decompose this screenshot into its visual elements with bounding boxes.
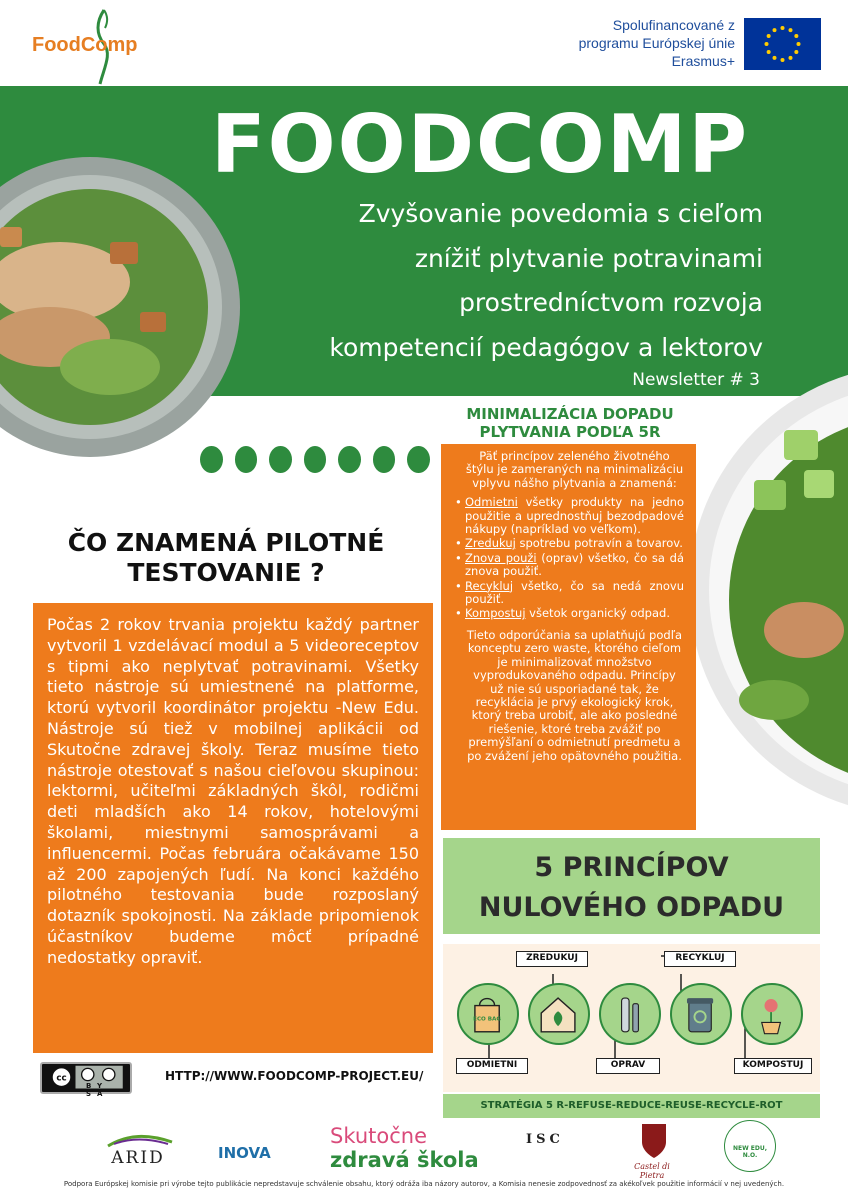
- cc-label: BY SA: [86, 1082, 109, 1098]
- eu-star-icon: [781, 26, 785, 30]
- dot: [407, 446, 430, 473]
- five-r-item-text: všetok organický odpad.: [525, 606, 670, 621]
- eco-bag-icon: [457, 983, 519, 1045]
- five-r-item-text: všetko, čo sa nedá znovu použiť.: [465, 578, 684, 607]
- five-r-heading: [430, 405, 710, 441]
- skutocne-line-1: Skutočne: [330, 1124, 428, 1148]
- main-title: FOODCOMP: [210, 98, 750, 191]
- five-r-outro: Tieto odporúčania sa uplatňujú podľa konceptu zero waste, ktorého cieľom je minimalizovať množstvo vyprodukovaného odpadu. Princípy už nie sú usporiadané tak, že recyklácia je prvý ekologický krok, ktorý treba urobiť, ale ako posledné riešenie, ktoré treba zvážiť po premýšľaní o odmietnutí predmetu a po zvážení jeho opätovného použitia.: [466, 627, 683, 763]
- new-edu-logo: NEW EDU, N.O.: [724, 1120, 776, 1172]
- dot: [338, 446, 361, 473]
- svg-text:ECO BAG: ECO BAG: [473, 1016, 502, 1023]
- decorative-dots: [200, 446, 430, 476]
- eu-star-icon: [794, 34, 798, 38]
- list-item: [465, 496, 684, 536]
- arid-logo-text: ARID: [111, 1148, 165, 1168]
- five-r-intro: Päť princípov zeleného životného štýlu je zameraných na minimalizáciu vplyvu nášho plytvania a znamená:: [465, 449, 684, 490]
- list-item: [465, 607, 684, 620]
- dot: [304, 446, 327, 473]
- zero-waste-title: [443, 848, 820, 928]
- erasmus-funding-text: [540, 16, 735, 70]
- subtitle-line-2: znížiť plytvanie potravinami: [414, 243, 763, 273]
- five-r-box: [441, 444, 696, 830]
- logo-text: FoodComp: [32, 34, 138, 56]
- eu-flag-icon: [744, 18, 821, 70]
- eu-star-icon: [789, 56, 793, 60]
- skutocne-zdrava-skola-logo: [330, 1124, 490, 1172]
- zero-waste-title-line-2: NULOVÉHO ODPADU: [478, 892, 785, 923]
- eu-star-icon: [789, 28, 793, 32]
- five-r-item-text: spotrebu potravín a tovarov.: [515, 536, 683, 551]
- five-r-keyword: Znova použi: [465, 550, 537, 565]
- svg-text:cc: cc: [56, 1073, 67, 1084]
- eu-star-icon: [765, 42, 769, 46]
- eu-star-icon: [773, 28, 777, 32]
- label-recykluj: RECYKLUJ: [664, 951, 736, 967]
- subtitle: [230, 192, 763, 370]
- dot: [373, 446, 396, 473]
- reduce-house-icon: [528, 983, 590, 1045]
- dot: [200, 446, 223, 473]
- eu-star-icon: [767, 34, 771, 38]
- eu-star-icon: [773, 56, 777, 60]
- castel-shield-icon: [640, 1122, 668, 1160]
- pilot-heading-line-1: ČO ZNAMENÁ PILOTNÉ: [67, 528, 385, 557]
- label-zredukuj: ZREDUKUJ: [516, 951, 588, 967]
- five-r-item-text: všetky produkty na jedno použitie a uprednostňuj bezodpadové nákupy (napríklad vo veľkom).: [465, 495, 684, 537]
- divider: [443, 934, 820, 944]
- five-r-keyword: Kompostuj: [465, 606, 526, 621]
- isc-logo: ISC: [526, 1132, 564, 1147]
- dot: [235, 446, 258, 473]
- eu-disclaimer: Podpora Európskej komisie pri výrobe tejto publikácie nepredstavuje schválenie obsahu, ktorý odráža iba názory autorov, a Komisia nenesie zodpovednosť za akékoľvek použitie informácií v nej uvedených.: [63, 1180, 785, 1188]
- eu-star-icon: [781, 58, 785, 62]
- pilot-heading-line-2: TESTOVANIE ?: [127, 558, 325, 587]
- castel-di-pietra-logo: Castel di Pietra: [634, 1162, 670, 1180]
- erasmus-line-3: Erasmus+: [671, 53, 735, 69]
- five-r-keyword: Zredukuj: [465, 536, 516, 551]
- foodcomp-logo: [28, 8, 148, 88]
- eu-star-icon: [767, 50, 771, 54]
- strategy-5r-caption: STRATÉGIA 5 R-REFUSE-REDUCE-REUSE-RECYCLE-ROT: [443, 1094, 820, 1118]
- zero-waste-title-line-1: 5 PRINCÍPOV: [534, 852, 729, 883]
- eu-star-icon: [794, 50, 798, 54]
- creative-commons-badge: [40, 1062, 132, 1098]
- list-item: [465, 552, 684, 579]
- subtitle-line-3: prostredníctvom rozvoja: [459, 288, 763, 317]
- five-r-item-text: (oprav) všetko, čo sa dá znova použiť.: [465, 550, 684, 579]
- list-item: [465, 580, 684, 607]
- newsletter-number: Newsletter # 3: [632, 370, 760, 390]
- eu-star-icon: [797, 42, 801, 46]
- label-kompostuj: KOMPOSTUJ: [734, 1058, 812, 1074]
- recycle-bin-icon: [670, 983, 732, 1045]
- pilot-body-text: Počas 2 rokov trvania projektu každý partner vytvoril 1 vzdelávací modul a 5 videoreceptov s tipmi ako neplytvať potravinami. Všetky tieto nástroje sú umiestnené na platforme, ktorú vytvoril koordinátor projektu -New Edu. Nástroje sú tiež v mobilnej aplikácii od Skutočne zdravej školy. Teraz musíme tieto nástroje otestovať s našou cieľovou skupinou: lektormi, učiteľmi základných škôl, rodičmi deti mladších ako 14 rokov, hotelovými školami, miestnymi samosprávami a influencermi. Počas februára očakávame 150 až 200 zapojených ľudí. Na konci každého pilotného testovania bude rozposlaný dotazník spokojnosti. Na základe pripomienok účastníkov budeme môcť prípadné nedostatky opraviť.: [33, 603, 433, 1053]
- reuse-bottle-icon: [599, 983, 661, 1045]
- subtitle-line-4: kompetencií pedagógov a lektorov: [329, 332, 763, 362]
- erasmus-line-2: programu Európskej únie: [578, 35, 735, 51]
- inova-logo: INOVA: [218, 1144, 271, 1162]
- dot: [269, 446, 292, 473]
- label-oprav: OPRAV: [596, 1058, 660, 1074]
- five-r-keyword: Recykluj: [465, 578, 514, 593]
- subtitle-line-1: Zvyšovanie povedomia s cieľom: [358, 199, 763, 228]
- five-r-keyword: Odmietni: [465, 495, 518, 510]
- list-item: [465, 537, 684, 550]
- pilot-heading: [20, 528, 432, 588]
- erasmus-line-1: Spolufinancované z: [612, 17, 735, 33]
- skutocne-line-2: zdravá škola: [330, 1148, 479, 1172]
- five-r-heading-line-1: MINIMALIZÁCIA DOPADU: [466, 405, 674, 423]
- five-r-heading-line-2: PLYTVANIA PODĽA 5R: [479, 423, 661, 441]
- compost-flower-icon: [741, 983, 803, 1045]
- label-odmietni: ODMIETNI: [456, 1058, 528, 1074]
- website-link[interactable]: HTTP://WWW.FOODCOMP-PROJECT.EU/: [165, 1069, 424, 1083]
- five-r-list: [465, 496, 684, 621]
